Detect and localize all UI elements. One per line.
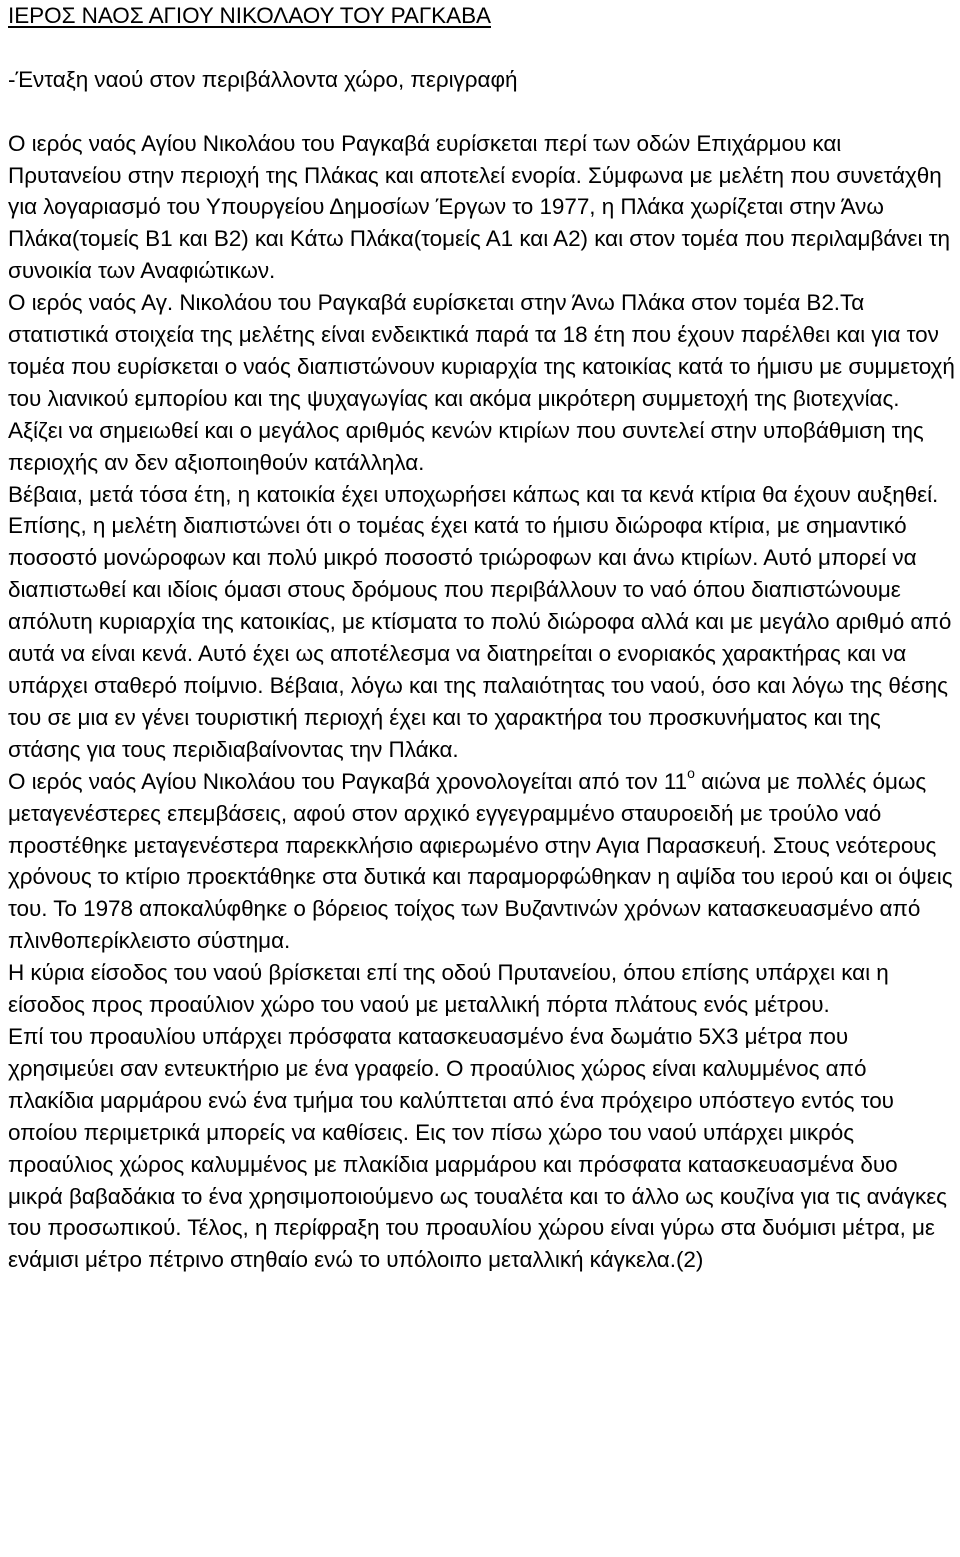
paragraph-entrance: Η κύρια είσοδος του ναού βρίσκεται επί της οδού Πρυτανείου, όπου επίσης υπάρχει και η είσοδος προς προαύλιον χώρο του ναού με μεταλλική πόρτα πλάτους ενός μέτρου. [8, 960, 889, 1018]
document-subtitle: -Ένταξη ναού στον περιβάλλοντα χώρο, περιγραφή [8, 66, 518, 92]
document-page [8, 0, 956, 1276]
spacer [8, 96, 956, 128]
paragraph-courtyard: Επί του προαυλίου υπάρχει πρόσφατα κατασκευασμένο ένα δωμάτιο 5Χ3 μέτρα που χρησιμεύει σαν εντευκτήριο με ένα γραφείο. Ο προαύλιος χώρος είναι καλυμμένος από πλακίδια μαρμάρου ενώ ένα τμήμα του καλύπτεται από ένα πρόχειρο υπόστεγο εντός του οποίου περιμετρικά μπορείς να καθίσεις. Εις τον πίσω χώρο του ναού υπάρχει μικρός προαύλιος χώρος καλυμμένος με πλακίδια μαρμάρου και πρόσφατα κατασκευασμένα δυο μικρά βαβαδάκια το ένα χρησιμοποιούμενο ως τουαλέτα και το άλλο ως κουζίνα για τις ανάγκες του προσωπικού. Τέλος, η περίφραξη του προαυλίου χώρου είναι γύρω στα δυόμισι μέτρα, με ενάμισι μέτρο πέτρινο στηθαίο ενώ το υπόλοιπο μεταλλική κάγκελα.(2) [8, 1023, 947, 1273]
history-text-before: Ο ιερός ναός Αγίου Νικολάου του Ραγκαβά χρονολογείται από τον 11 [8, 768, 688, 794]
paragraph-statistics: Ο ιερός ναός Αγ. Νικολάου του Ραγκαβά ευρίσκεται στην Άνω Πλάκα στον τομέα Β2.Τα στατιστικά στοιχεία της μελέτης είναι ενδεικτικά παρά τα 18 έτη που έχουν παρέλθει και για τον τομέα που ευρίσκεται ο ναός διαπιστώνουν κυριαρχία της κατοικίας κατά το ήμισυ με συμμετοχή του λιανικού εμπορίου και της ψυχαγωγίας και ακόμα μικρότερη συμμετοχή της βιοτεχνίας. Αξίζει να σημειωθεί και ο μεγάλος αριθμός κενών κτιρίων που συντελεί στην υποβάθμιση της περιοχής αν δεν αξιοποιηθούν κατάλληλα. [8, 290, 955, 475]
paragraph-history [8, 766, 956, 957]
document-title: ΙΕΡΟΣ ΝΑΟΣ ΑΓΙΟΥ ΝΙΚΟΛΑΟΥ ΤΟΥ ΡΑΓΚΑΒΑ [8, 3, 491, 28]
paragraph-housing: Βέβαια, μετά τόσα έτη, η κατοικία έχει υποχωρήσει κάπως και τα κενά κτίρια θα έχουν αυξηθεί. [8, 481, 939, 507]
ordinal-superscript: ο [687, 765, 695, 782]
history-text-after: αιώνα με πολλές όμως μεταγενέστερες επεμβάσεις, αφού στον αρχικό εγγεγραμμένο σταυροειδή με τρούλο ναό προστέθηκε μεταγενέστερα παρεκκλήσιο αφιερωμένο στην Αγια Παρασκευή. Στους νεότερους χρόνους το κτίριο προεκτάθηκε στα δυτικά και παραμορφώθηκαν η αψίδα του ιερού και οι όψεις του. Το 1978 αποκαλύφθηκε ο βόρειος τοίχος των Βυζαντινών χρόνων κατασκευασμένο από πλινθοπερίκλειστο σύστημα. [8, 768, 953, 954]
spacer [8, 32, 956, 64]
paragraph-location: Ο ιερός ναός Αγίου Νικολάου του Ραγκαβά ευρίσκεται περί των οδών Επιχάρμου και Πρυτανείου στην περιοχή της Πλάκας και αποτελεί ενορία. Σύμφωνα με μελέτη που συνετάχθη για λογαριασμό του Υπουργείου Δημοσίων Έργων το 1977, η Πλάκα χωρίζεται στην Άνω Πλάκα(τομείς Β1 και Β2) και Κάτω Πλάκα(τομείς Α1 και Α2) και στον τομέα που περιλαμβάνει τη συνοικία των Αναφιώτικων. [8, 130, 950, 284]
paragraph-buildings: Επίσης, η μελέτη διαπιστώνει ότι ο τομέας έχει κατά το ήμισυ διώροφα κτίρια, με σημαντικό ποσοστό μονώροφων και πολύ μικρό ποσοστό τριώροφων και άνω κτιρίων. Αυτό μπορεί να διαπιστωθεί και ιδίοις όμασι στους δρόμους που περιβάλλουν το ναό όπου διαπιστώνουμε απόλυτη κυριαρχία της κατοικίας, με κτίσματα το πολύ διώροφα αλλά και με μεγάλο αριθμό από αυτά να είναι κενά. Αυτό έχει ως αποτέλεσμα να διατηρείται ο ενοριακός χαρακτήρας και να υπάρχει σταθερό ποίμνιο. Βέβαια, λόγω και της παλαιότητας του ναού, όσο και λόγω της θέσης του σε μια εν γένει τουριστική περιοχή έχει και το χαρακτήρα του προσκυνήματος και της στάσης για τους περιδιαβαίνοντας την Πλάκα. [8, 513, 952, 762]
document-body [8, 128, 956, 1277]
